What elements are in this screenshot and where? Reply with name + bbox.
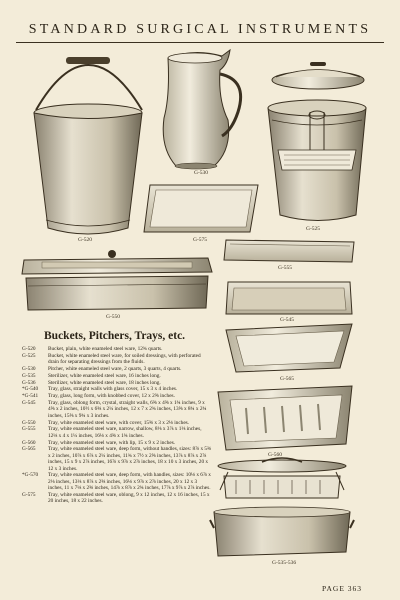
page-header: STANDARD SURGICAL INSTRUMENTS bbox=[28, 22, 372, 37]
item-description: Tray, white enameled steel ware, deep form, without handles, sizes: 8⅞ x 5⅜ x 2 inches, 10⅞ x 6⅞ x 2¼ inches, 11¾ x 7½ x 2⅝ inches, 13⅞ x 8⅞ x 2⅞ inches, 15 x 9 x 2⅞ inches, 16⅞ x 9⅞ x 2⅞ inches, 18 x 10 x 3 inches, 20 x 12 x 3 inches. bbox=[48, 446, 212, 472]
bucket-lid-illustration bbox=[272, 62, 364, 89]
item-code: *G-540 bbox=[22, 386, 39, 393]
item-code: G-555 bbox=[22, 426, 36, 433]
item-code: *G-541 bbox=[22, 393, 39, 400]
item-description: Sterilizer, white enameled steel ware, 18 inches long. bbox=[48, 379, 161, 386]
section-title: Buckets, Pitchers, Trays, etc. bbox=[44, 330, 186, 342]
list-item bbox=[22, 492, 212, 505]
item-code: *G-570 bbox=[22, 472, 39, 479]
caption-g555: G-555 bbox=[278, 265, 293, 271]
item-description: Tray, glass, long form, with knobbed cover, 12 x 2⅝ inches. bbox=[48, 393, 175, 400]
list-item bbox=[22, 393, 212, 399]
tray-g565-illustration bbox=[226, 324, 352, 372]
tray-g560-illustration bbox=[218, 386, 352, 450]
page-number: PAGE 363 bbox=[322, 584, 363, 593]
item-description: Tray, glass, straight walls with glass cover, 15 x 3 x 4 inches. bbox=[48, 386, 178, 393]
item-list bbox=[22, 346, 212, 505]
tray-g545-illustration bbox=[226, 282, 352, 314]
tray-g550-illustration bbox=[22, 250, 212, 310]
list-item bbox=[22, 373, 212, 379]
item-code: G-525 bbox=[22, 352, 36, 359]
item-code: G-545 bbox=[22, 399, 36, 406]
tray-g575-illustration bbox=[144, 185, 258, 232]
item-code: G-560 bbox=[22, 439, 36, 446]
item-code: G-550 bbox=[22, 419, 36, 426]
list-item bbox=[22, 386, 212, 392]
item-description: Tray, glass, oblong form, crystal, straight walls, 6⅝ x 4⅝ x 1¾ inches, 9 x 4⅝ x 2 inches, 10½ x 6⅝ x 2¼ inches, 12 x 7 x 2¾ inches, 13⅝ x 8¾ x 2¾ inches, 15⅝ x 9¾ x 3 inches. bbox=[48, 399, 207, 419]
item-code: G-575 bbox=[22, 492, 36, 499]
list-item bbox=[22, 400, 212, 419]
caption-g545: G-545 bbox=[280, 317, 295, 323]
list-item bbox=[22, 380, 212, 386]
caption-g550: G-550 bbox=[106, 314, 121, 320]
list-item bbox=[22, 353, 212, 366]
bucket-g520-illustration bbox=[34, 57, 142, 234]
item-description: Sterilizer, white enameled steel ware, 16 inches long. bbox=[48, 372, 161, 379]
item-code: G-536 bbox=[22, 379, 36, 386]
item-description: Bucket, white enameled steel ware, for soiled dressings, with perforated drain for separating dressings from the fluids. bbox=[48, 352, 201, 366]
tray-g555-illustration bbox=[224, 240, 354, 262]
sterilizer-g535-illustration bbox=[210, 458, 354, 556]
caption-g535-536: G-535-536 bbox=[272, 560, 297, 566]
pitcher-g530-illustration bbox=[163, 50, 240, 169]
caption-g520: G-520 bbox=[78, 237, 93, 243]
item-code: G-565 bbox=[22, 446, 36, 453]
item-code: G-530 bbox=[22, 366, 36, 372]
caption-g575: G-575 bbox=[193, 237, 208, 243]
item-code: G-520 bbox=[22, 346, 36, 352]
item-description: Tray, white enameled steel ware, with cover, 15⅝ x 3 x 2⅛ inches. bbox=[48, 419, 190, 426]
list-item bbox=[22, 446, 212, 472]
caption-g530: G-530 bbox=[194, 170, 209, 176]
caption-g565: G-565 bbox=[280, 376, 295, 382]
item-description: Pitcher, white enameled steel ware, 2 quarts, 3 quarts, 4 quarts. bbox=[48, 366, 182, 372]
item-description: Tray, white enameled steel ware, deep form, with handles, sizes: 10⅛ x 6⅞ x 2⅛ inches, 13⅛ x 8⅞ x 2⅝ inches, 16⅛ x 9⅞ x 2⅞ inches, 20 x 12 x 3 inches, 11 x 7⅛ x 2⅝ inches, 14⅞ x 8⅞ x 2¾ inches, 17⅞ x 9⅞ x 2⅞ inches. bbox=[48, 472, 211, 492]
item-description: Bucket, plain, white enameled steel ware, 12¾ quarts. bbox=[48, 346, 163, 352]
item-code: G-535 bbox=[22, 372, 36, 379]
item-description: Tray, white enameled steel ware, with lip, 15 x 9 x 2 inches. bbox=[48, 439, 176, 446]
list-item bbox=[22, 366, 212, 372]
caption-g560: G-560 bbox=[268, 452, 283, 458]
caption-g525: G-525 bbox=[306, 226, 321, 232]
list-item bbox=[22, 420, 212, 426]
list-item bbox=[22, 426, 212, 439]
bucket-g525-illustration bbox=[268, 100, 366, 221]
list-item bbox=[22, 346, 212, 352]
list-item bbox=[22, 472, 212, 491]
item-description: Tray, white enameled steel ware, oblong, 9 x 12 inches, 12 x 16 inches, 15 x 20 inches, 18 x 22 inches. bbox=[48, 492, 210, 505]
item-description: Tray, white enameled steel ware, narrow, shallow, 8⅛ x 3⅞ x 1⅛ inches, 12⅛ x 4 x 1¼ inches, 16⅛ x 4⅝ x 1¾ inches. bbox=[48, 426, 202, 439]
